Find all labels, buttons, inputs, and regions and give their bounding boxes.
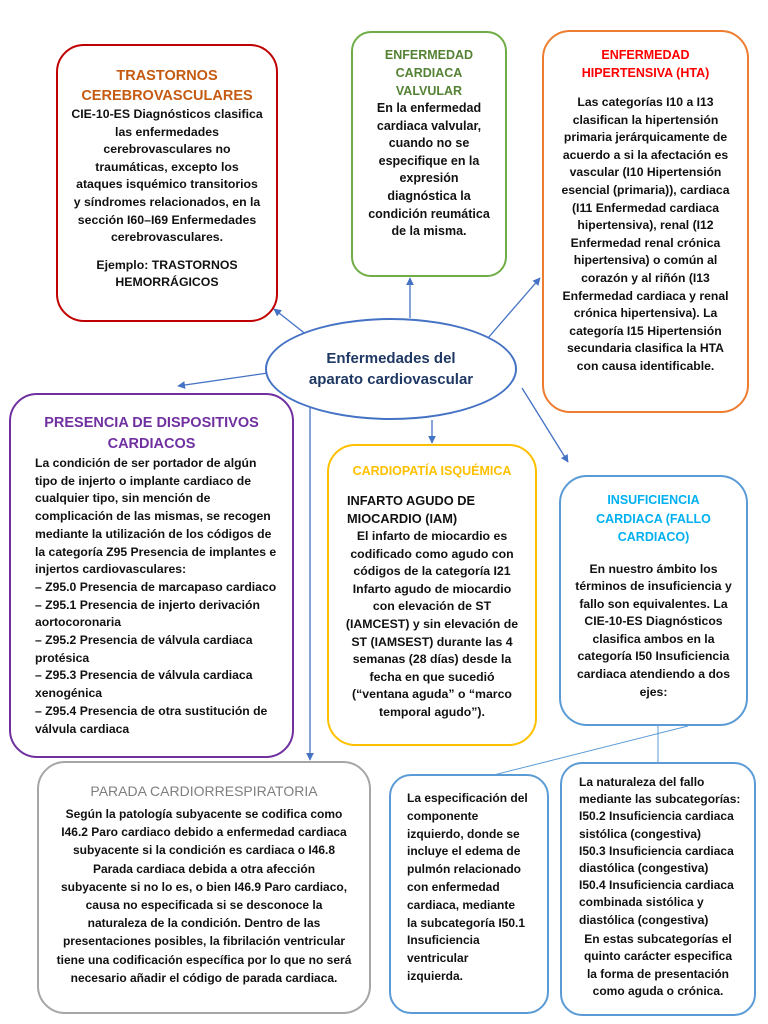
subcategorias-body: La naturaleza del fallo mediante las subcategorías: I50.2 Insuficiencia cardiaca sistólica (congestiva) I50.3 Insuficiencia cardiaca diastólica (congestiva) I50.4 Insuficiencia cardiaca combinada sistólica y diastólica (congestiva) [579, 775, 741, 927]
arrow-to-dispositivos [178, 373, 268, 386]
cerebro-title: TRASTORNOS CEREBROVASCULARES [81, 68, 253, 104]
valvular-title: ENFERMEDAD CARDIACA VALVULAR [384, 48, 474, 98]
insuficiencia-title: INSUFICIENCIA CARDIACA (FALLO CARDIACO) [596, 493, 711, 544]
izquierdo-box [389, 774, 549, 1014]
parada-box [37, 761, 371, 1014]
isquemica-subtitle: INFARTO AGUDO DE MIOCARDIO (IAM) [347, 493, 475, 526]
cerebro-body: CIE-10-ES Diagnósticos clasifica las enfermedades cerebrovasculares no traumáticas, excepto los ataques isquémico transitorios y síndromes relacionados, en la sección I60–I69 Enfermedades cerebrovasculares. [71, 107, 263, 245]
insuficiencia-body: En nuestro ámbito los términos de insuficiencia y fallo son equivalentes. La CIE-10-ES Diagnósticos clasifica ambos en la categoría I50 Insuficiencia cardiaca atendiendo a dos ejes: [575, 561, 732, 699]
central-topic [265, 318, 517, 420]
izquierdo-body: La especificación del componente izquierdo, donde se incluye el edema de pulmón relacionado con enfermedad cardiaca, mediante la subcategoría I50.1 Insuficiencia ventricular izquierda. [407, 791, 528, 983]
valvular-body: En la enfermedad cardiaca valvular, cuando no se especifique en la expresión diagnóstica la condición reumática de la misma. [368, 101, 490, 239]
isquemica-body: El infarto de miocardio es codificado como agudo con códigos de la categoría I21 Infarto agudo de miocardio con elevación de ST (IAMCEST) y sin elevación de ST (IAMSEST) durante las 4 semanas (28 días) desde la fecha en que sucedió (“ventana aguda” o “marco temporal agudo”). [345, 529, 519, 719]
cerebro-box [56, 44, 278, 322]
valvular-box [351, 31, 507, 277]
dispositivos-body: La condición de ser portador de algún tipo de injerto o implante cardiaco de cualquier tipo, sin mención de complicación de las mismas, se recogen mediante la utilización de los códigos de la categoría Z95 Presencia de implantes e injertos cardiovasculares: – Z95.0 Presencia de marcapaso cardiaco – Z95.1 Presencia de injerto derivación aortocoronaria – Z95.2 Presencia de válvula cardiaca protésica – Z95.3 Presencia de válvula cardiaca xenogénica – Z95.4 Presencia de otra sustitución de válvula cardiaca [35, 456, 277, 736]
isquemica-title: CARDIOPATÍA ISQUÉMICA [352, 464, 512, 478]
arrow-to-hta [488, 278, 540, 338]
hta-title: ENFERMEDAD HIPERTENSIVA (HTA) [581, 48, 710, 80]
central-topic-line2: aparato cardiovascular [308, 371, 474, 388]
insuficiencia-box [559, 475, 748, 726]
central-topic-line1: Enfermedades del [326, 350, 456, 367]
cerebro-example: Ejemplo: TRASTORNOS HEMORRÁGICOS [96, 257, 238, 290]
dispositivos-box [9, 393, 294, 758]
hta-body: Las categorías I10 a I13 clasifican la hipertensión primaria jerárquicamente de acuerdo a si la afectación es vascular (I10 Hipertensión esencial (primaria)), cardiaca (I11 Enfermedad cardiaca hipertensiva), renal (I12 Enfermedad renal crónica hipertensiva) o común al corazón y al riñón (I13 Enfermedad cardiaca y renal crónica hipertensiva). La categoría I15 Hipertensión secundaria clasifica la HTA con causa identificable. [561, 95, 730, 373]
isquemica-box [327, 444, 537, 746]
parada-title: PARADA CARDIORRESPIRATORIA [90, 783, 318, 799]
hta-box [542, 30, 749, 413]
parada-body: Según la patología subyacente se codifica como I46.2 Paro cardiaco debido a enfermedad cardiaca subyacente si la condición es cardiaca o I46.8 Parada cardiaca debida a otra afección subyacente si no lo es, o bien I46.9 Paro cardiaco, causa no especificada si se desconoce la naturaleza de la condición. Dentro de las presentaciones posibles, la fibrilación ventricular tiene una codificación específica por lo que no será necesario añadir el código de parada cardiaca. [56, 807, 352, 985]
subcategorias-box [560, 762, 756, 1016]
dispositivos-title: PRESENCIA DE DISPOSITIVOS CARDIACOS [44, 415, 259, 452]
subcategorias-footer: En estas subcategorías el quinto carácter especifica la forma de presentación como aguda o crónica. [583, 931, 733, 999]
